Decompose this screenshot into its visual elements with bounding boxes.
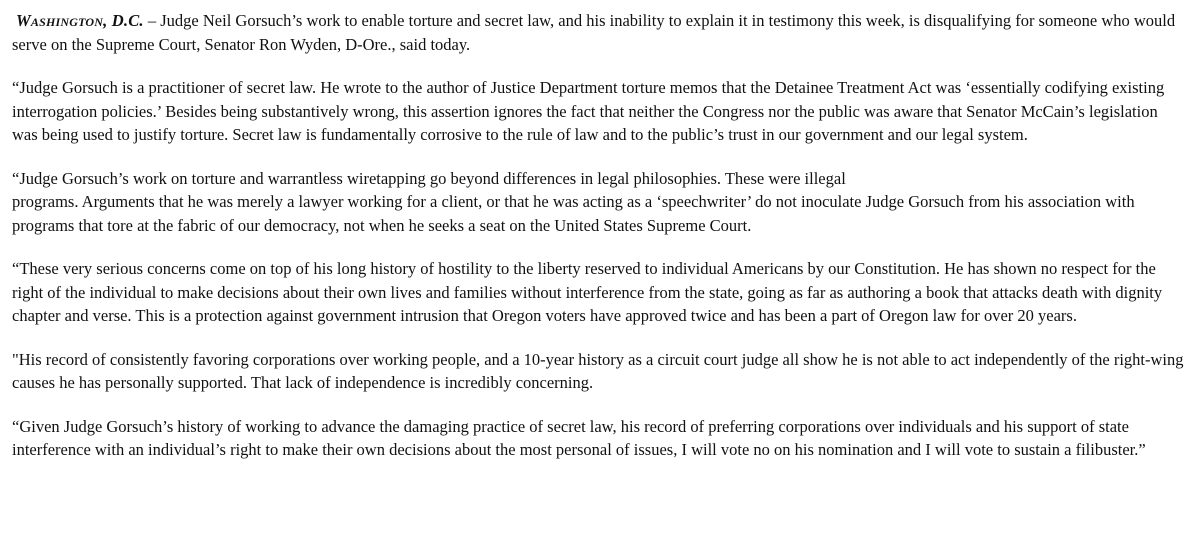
quote-paragraph-corporations: "His record of consistently favoring corporations over working people, and a 10-year history as a circuit court judge all show he is not able to act independently of the right-wing causes he has personally supported. That lack of independence is incredibly concerning. xyxy=(12,349,1184,392)
dateline: Washington, D.C. xyxy=(16,11,144,30)
paragraph-continuation: programs. Arguments that he was merely a lawyer working for a client, or that he was acting as a ‘speechwriter’ do not inoculate Judge Gorsuch from his association with programs that tore at the fabric of our democracy, not when he seeks a seat on the United States Supreme Court. xyxy=(12,192,1135,235)
lead-paragraph xyxy=(12,9,1184,56)
lead-text: – Judge Neil Gorsuch’s work to enable torture and secret law, and his inability to explain it in testimony this week, is disqualifying for someone who would serve on the Supreme Court, Senator Ron Wyden, D-Ore., said today. xyxy=(12,11,1176,54)
quote-paragraph-secret-law: “Judge Gorsuch is a practitioner of secret law. He wrote to the author of Justice Department torture memos that the Detainee Treatment Act was ‘essentially codifying existing interrogation policies.’ Besides being substantively wrong, this assertion ignores the fact that neither the Congress nor the public was aware that Senator McCain’s legislation was being used to justify torture. Secret law is fundamentally corrosive to the rule of law and to the public’s trust in our government and our legal system. xyxy=(12,78,1165,144)
quote-paragraph-torture-wiretapping xyxy=(12,167,1184,238)
quote-paragraph-liberty: “These very serious concerns come on top of his long history of hostility to the liberty reserved to individual Americans by our Constitution. He has shown no respect for the right of the individual to make decisions about their own lives and families without interference from the state, going as far as authoring a book that attacks death with dignity chapter and verse. This is a protection against government intrusion that Oregon voters have approved twice and has been a part of Oregon law for over 20 years. xyxy=(12,259,1163,325)
quote-paragraph-conclusion: “Given Judge Gorsuch’s history of working to advance the damaging practice of secret law, his record of preferring corporations over individuals and his support of state interference with an individual’s right to make their own decisions about the most personal of issues, I will vote no on his nomination and I will vote to sustain a filibuster.” xyxy=(12,416,1146,459)
paragraph-line: “Judge Gorsuch’s work on torture and warrantless wiretapping go beyond differences in legal philosophies. These were illegal xyxy=(12,168,846,188)
